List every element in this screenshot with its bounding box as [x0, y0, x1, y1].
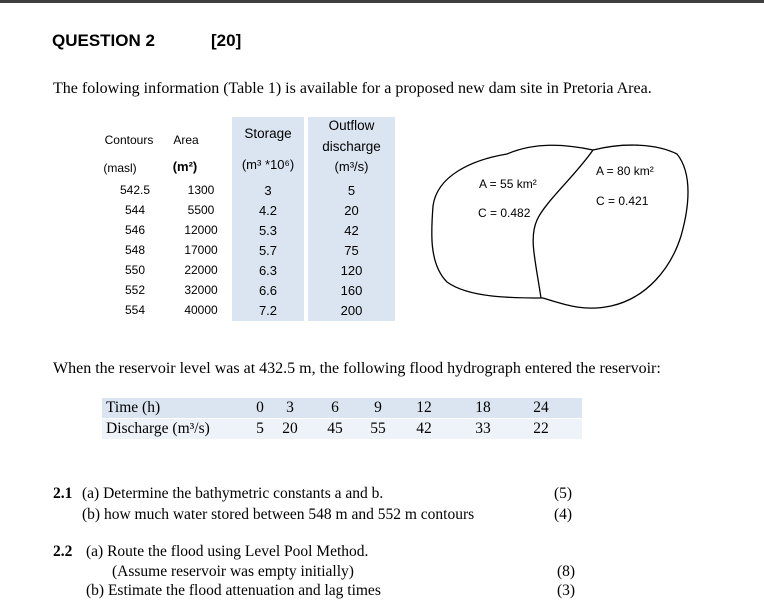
contour-cell: 550 — [124, 263, 146, 277]
question-2-2-number: 2.2 — [53, 543, 73, 560]
left-catchment-coefficient: C = 0.482 — [478, 206, 531, 220]
storage-cell: 5.3 — [258, 223, 278, 238]
hydrograph-table — [102, 398, 582, 440]
time-row — [102, 398, 582, 418]
time-cell: 12 — [416, 399, 432, 416]
header-outflow-unit: (m³/s) — [334, 159, 369, 174]
header-contours-unit: (masl) — [103, 161, 137, 175]
contour-cell: 554 — [124, 303, 146, 317]
question-2-1-b-marks: (4) — [554, 506, 573, 523]
contour-cell: 542.5 — [119, 183, 151, 197]
question-2-1-number: 2.1 — [53, 485, 73, 502]
storage-cell: 6.3 — [258, 263, 278, 278]
storage-cell: 6.6 — [258, 283, 278, 298]
discharge-cell: 55 — [370, 420, 386, 437]
question-title: QUESTION 2 — [52, 31, 155, 50]
left-catchment-area: A = 55 km² — [479, 177, 537, 191]
outflow-cell: 75 — [344, 243, 359, 258]
contour-cell: 548 — [124, 243, 146, 257]
area-cell: 12000 — [184, 223, 218, 237]
question-2-2-b: (b) Estimate the flood attenuation and lag times — [86, 582, 381, 599]
flood-intro-text: When the reservoir level was at 432.5 m, the following flood hydrograph entered the reservoir: — [53, 360, 661, 377]
discharge-cell: 5 — [256, 420, 264, 437]
discharge-cell: 45 — [327, 420, 343, 437]
header-storage-unit: (m³ *10⁶) — [241, 157, 295, 172]
discharge-cell: 33 — [475, 420, 491, 437]
contour-cell: 544 — [124, 203, 146, 217]
area-cell: 5500 — [187, 203, 215, 217]
area-cell: 22000 — [184, 263, 218, 277]
area-cell: 17000 — [184, 243, 218, 257]
outflow-cell: 120 — [340, 263, 363, 278]
storage-cell: 3 — [264, 183, 272, 198]
question-2-2-b-marks: (3) — [557, 582, 576, 599]
contour-cell: 552 — [124, 283, 146, 297]
discharge-cell: 20 — [282, 420, 298, 437]
question-2-1-a-marks: (5) — [554, 485, 573, 502]
outflow-cell: 160 — [340, 283, 363, 298]
top-border — [0, 0, 764, 3]
discharge-cell: 42 — [416, 420, 432, 437]
question-2-1-a: (a) Determine the bathymetric constants a and b. — [82, 485, 384, 502]
area-cell: 40000 — [184, 303, 218, 317]
area-cell: 32000 — [184, 283, 218, 297]
header-area: Area — [173, 133, 199, 147]
catchment-diagram — [425, 136, 695, 316]
storage-cell: 7.2 — [258, 303, 278, 318]
time-label: Time (h) — [106, 399, 161, 416]
question-2-2-a: (a) Route the flood using Level Pool Method. — [86, 543, 369, 560]
outflow-cell: 42 — [344, 223, 359, 238]
area-cell: 1300 — [187, 183, 215, 197]
header-area-unit: (m²) — [172, 159, 198, 174]
time-cell: 9 — [374, 399, 382, 416]
right-catchment-area: A = 80 km² — [596, 164, 654, 178]
time-cell: 18 — [475, 399, 491, 416]
time-cell: 3 — [286, 399, 294, 416]
header-outflow-2: discharge — [322, 139, 381, 154]
outflow-cell: 5 — [347, 183, 356, 198]
right-catchment-coefficient: C = 0.421 — [596, 194, 649, 208]
time-cell: 6 — [331, 399, 339, 416]
header-contours: Contours — [104, 133, 154, 147]
outflow-cell: 200 — [340, 303, 363, 318]
question-marks: [20] — [211, 31, 242, 50]
time-cell: 24 — [533, 399, 549, 416]
discharge-cell: 22 — [533, 420, 549, 437]
outflow-cell: 20 — [344, 203, 359, 218]
subcatchment-divide — [533, 150, 593, 298]
time-cell: 0 — [256, 399, 264, 416]
intro-text: The folowing information (Table 1) is available for a proposed new dam site in Pretoria Area. — [53, 80, 652, 97]
question-2-2-a-marks: (8) — [557, 563, 576, 580]
question-2-2-a-note: (Assume reservoir was empty initially) — [112, 563, 354, 580]
discharge-label: Discharge (m³/s) — [106, 420, 210, 437]
storage-cell: 4.2 — [258, 203, 278, 218]
header-outflow: Outflow — [328, 118, 375, 133]
contour-cell: 546 — [124, 223, 146, 237]
storage-cell: 5.7 — [258, 243, 278, 258]
question-2-1-b: (b) how much water stored between 548 m and 552 m contours — [82, 506, 475, 523]
header-storage: Storage — [244, 126, 292, 141]
discharge-row — [102, 419, 582, 439]
